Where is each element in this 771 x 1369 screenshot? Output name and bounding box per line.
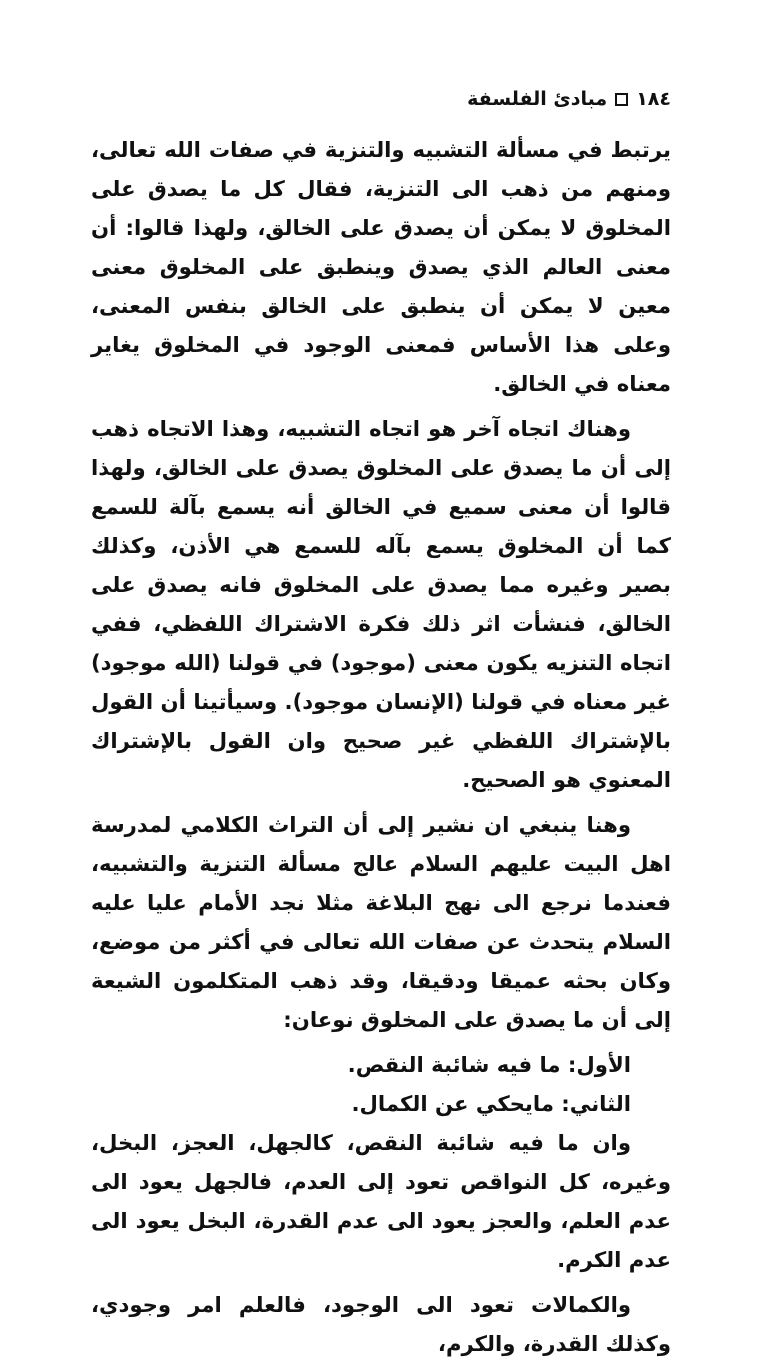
paragraph: وهناك اتجاه آخر هو اتجاه التشبيه، وهذا الاتجاه ذهب إلى أن ما يصدق على المخلوق يصدق على الخالق، ولهذا قالوا أن معنى سميع في الخالق أنه يسمع بآلة للسمع كما أن المخلوق يسمع بآله للسمع هي الأذن، وكذلك بصير وغيره مما يصدق على المخلوق فانه يصدق على الخالق، فنشأت اثر ذلك فكرة الاشتراك اللفظي، ففي اتجاه التنزيه يكون معنى (موجود) في قولنا (الله موجود) غير معناه في قولنا (الإنسان موجود). وسيأتينا أن القول بالإشتراك اللفظي غير صحيح وان القول بالإشتراك المعنوي هو الصحيح. (91, 416, 671, 792)
paragraph: وهنا ينبغي ان نشير إلى أن التراث الكلامي لمدرسة اهل البيت عليهم السلام عالج مسألة التنزية والتشبيه، فعندما نرجع الى نهج البلاغة مثلا نجد الأمام عليا عليه السلام يتحدث عن صفات الله تعالى في أكثر من موضع، وكان بحثه عميقا ودقيقا، وقد ذهب المتكلمون الشيعة إلى أن ما يصدق على المخلوق نوعان: (91, 812, 671, 1032)
page-header (100, 88, 671, 110)
list-item: الأول: ما فيه شائبة النقص. (347, 1052, 631, 1077)
list-item: الثاني: مايحكي عن الكمال. (351, 1091, 631, 1116)
page-number: ١٨٤ (636, 88, 671, 110)
book-title: مبادئ الفلسفة (467, 88, 608, 110)
square-separator-icon (615, 93, 628, 106)
paragraph: وان ما فيه شائبة النقص، كالجهل، العجز، البخل، وغيره، كل النواقص تعود إلى العدم، فالجهل يعود الى عدم العلم، والعجز يعود الى عدم القدرة، البخل يعود الى عدم الكرم. (91, 1130, 671, 1272)
paragraph: يرتبط في مسألة التشبيه والتنزية في صفات الله تعالى، ومنهم من ذهب الى التنزية، فقال كل ما يصدق على المخلوق لا يمكن أن يصدق على الخالق، ولهذا قالوا: أن معنى العالم الذي يصدق وينطبق على المخلوق معنى معين لا يمكن أن ينطبق على الخالق بنفس المعنى، وعلى هذا الأساس فمعنى الوجود في المخلوق يغاير معناه في الخالق. (91, 137, 671, 396)
paragraph: والكمالات تعود الى الوجود، فالعلم امر وجودي، وكذلك القدرة، والكرم، (91, 1292, 671, 1356)
body-text (91, 130, 671, 1369)
